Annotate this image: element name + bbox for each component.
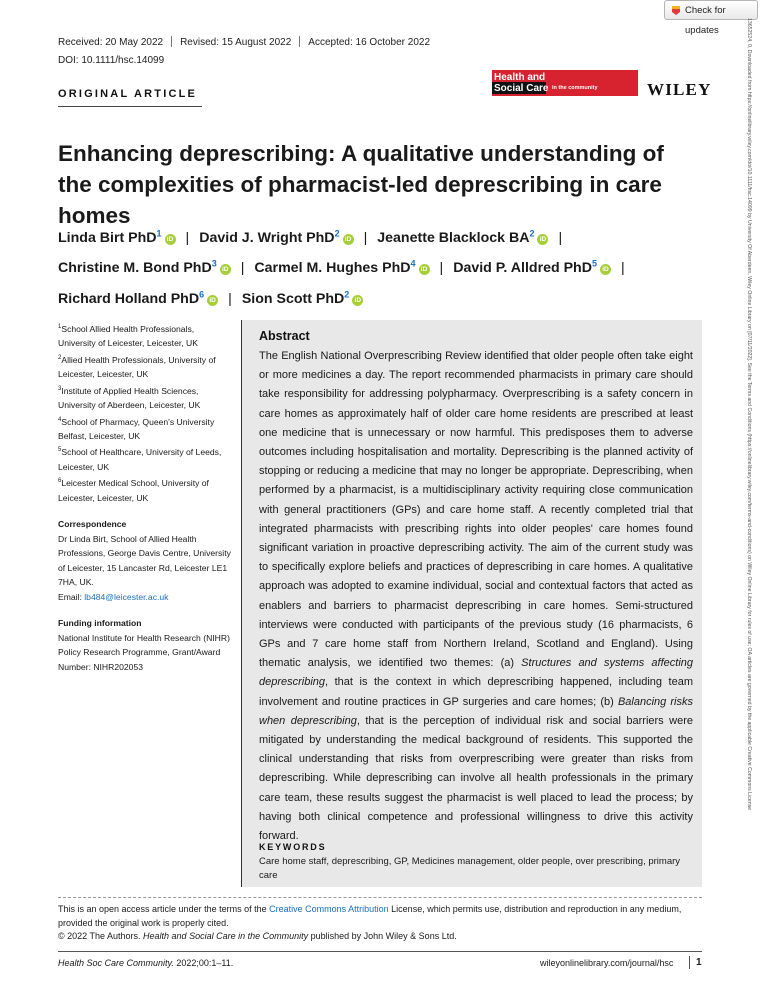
affiliations-column — [58, 320, 234, 674]
author-name[interactable] — [453, 260, 611, 276]
affiliation-text: School Allied Health Professionals, University of Leicester, Leicester, UK — [58, 323, 198, 349]
publisher-logo[interactable]: WILEY — [647, 80, 712, 99]
author-list — [58, 220, 708, 312]
journal-logo-line2: Social Care — [494, 83, 549, 94]
abstract-part1: The English National Overprescribing Review identified that older people often take eight or more medicines a day. The report recommended pharmacists in primary care should take responsibility for addressing polypharmacy. Overprescribing is a safety concern in care homes as approximately half of older care home residents are prescribed at least one medicine that is unnecessary or now harmful. This predisposes them to adverse outcomes including hospitalisation and mortality. Deprescribing is the planned activity of stopping or reducing a medicine that may no longer be appropriate. Deprescribing, when performed by a pharmacist, is a multidisciplinary activity requiring close communication with general practitioners (GPs) and care home staff. A recently completed trial that integrated pharmacists with prescribing rights into older peoples' care homes found significant variation in proactive deprescribing activity. The aim of the current study was to specifically explore beliefs and practices of deprescribing in care homes. A qualitative approach was adopted to examine individual, social and contextual factors that acted as enablers and barriers to pharmacist deprescribing in care homes. Semi-structured interviews were conducted with participants of the previous study (16 pharmacists, 6 GPs and 7 care home staff from Northern Ireland, Scotland and England). Using thematic analysis, we identified two themes: (a) — [259, 350, 693, 670]
journal-logo[interactable] — [492, 70, 638, 96]
correspondence-email — [58, 590, 234, 605]
affiliation-text: School of Healthcare, University of Leeds, Leicester, UK — [58, 447, 222, 472]
article-type-rule — [58, 106, 202, 107]
abstract-heading: Abstract — [259, 329, 310, 343]
footer-rule — [58, 951, 702, 952]
orcid-icon[interactable]: iD — [343, 234, 354, 245]
author-separator: | — [439, 260, 444, 277]
footer-url[interactable]: wileyonlinelibrary.com/journal/hsc — [540, 958, 674, 968]
footer-separator — [689, 956, 690, 969]
author-name-text: David P. Alldred PhD — [453, 260, 592, 277]
affiliation-item — [58, 474, 234, 505]
license-notice — [58, 903, 708, 944]
affiliation-text: Institute of Applied Health Sciences, University of Aberdeen, Leicester, UK — [58, 385, 201, 411]
article-dates — [58, 36, 430, 48]
journal-logo-line3: in the community — [552, 85, 598, 91]
keywords-text: Care home staff, deprescribing, GP, Medicines management, older people, over prescribing, primary care — [259, 856, 681, 881]
crossmark-icon — [671, 5, 681, 16]
orcid-icon[interactable]: iD — [352, 295, 363, 306]
abstract-theme1: Structures and systems affecting deprescribing — [259, 657, 694, 689]
affiliation-item — [58, 413, 234, 444]
author-name-text: Sion Scott PhD — [241, 291, 345, 308]
author-separator: | — [185, 229, 190, 246]
accepted-date: Accepted: 16 October 2022 — [308, 37, 431, 48]
author-name-text: David J. Wright PhD — [199, 229, 335, 246]
affiliation-number: 1 — [58, 324, 62, 330]
author-separator: | — [620, 260, 625, 277]
funding-text: National Institute for Health Research (NIHR) Policy Research Programme, Grant/Award Number: NIHR202053 — [58, 632, 230, 672]
received-date: Received: 20 May 2022 — [58, 37, 164, 48]
affiliation-number: 6 — [58, 478, 62, 485]
author-affiliation-number: 4 — [410, 258, 416, 269]
footer-citation — [58, 958, 233, 968]
article-type: ORIGINAL ARTICLE — [58, 88, 198, 100]
correspondence-heading: Correspondence — [58, 519, 127, 530]
affiliation-number: 5 — [58, 447, 62, 454]
author-name[interactable] — [254, 260, 429, 276]
copyright-text: published by John Wiley & Sons Ltd. — [308, 931, 457, 941]
email-link[interactable]: lb484@leicester.ac.uk — [84, 591, 169, 602]
affiliation-text: Leicester Medical School, University of Leicester, Leicester, UK — [58, 478, 209, 503]
copyright-text: © 2022 The Authors. — [58, 931, 144, 941]
author-name[interactable] — [199, 230, 353, 246]
author-affiliation-number: 6 — [199, 289, 205, 300]
cc-license-link[interactable]: Creative Commons Attribution — [269, 904, 389, 914]
funding-heading: Funding information — [58, 618, 142, 629]
author-separator: | — [228, 291, 232, 308]
article-title: Enhancing deprescribing: A qualitative understanding of the complexities of pharmacist-led deprescribing in care homes — [58, 141, 664, 228]
author-affiliation-number: 1 — [156, 228, 162, 238]
author-affiliation-number: 5 — [591, 258, 597, 269]
author-name[interactable] — [58, 230, 176, 246]
date-separator — [171, 36, 172, 47]
author-name-text: Richard Holland PhD — [58, 291, 200, 308]
affiliation-item — [58, 351, 234, 382]
orcid-icon[interactable]: iD — [600, 264, 611, 275]
author-separator: | — [363, 229, 368, 246]
author-name-text: Christine M. Bond PhD — [58, 260, 212, 277]
abstract-part3: , that is the perception of individual risk and social barriers were mitigated by understanding the medical background of residents. This supported the clinical understanding that risks from overprescribing were greater than risks from deprescribing. While deprescribing can involve all health professionals in the primary care team, these results suggest the pharmacist is well placed to lead the process; by having both clinical competence and professional willingness to drive this activity forward. — [259, 714, 694, 843]
side-download-notice: 13652524, 0, Downloaded from https://onlinelibrary.wiley.com/doi/10.1111/hsc.14099 by University Of Aberdeen, Wiley Online Library on [07/11/2022]. See the Terms and Conditions (https://onlinelibrary.wiley.com/terms-and-conditions) on Wiley Online Library for rules of use; OA articles are governed by the applicable Creative Commons License — [746, 18, 752, 811]
keywords-heading: KEYWORDS — [259, 842, 327, 852]
email-label: Email: — [58, 591, 85, 602]
author-name-text: Carmel M. Hughes PhD — [254, 260, 411, 277]
affiliation-number: 4 — [58, 416, 62, 423]
orcid-icon[interactable]: iD — [207, 295, 218, 306]
footer-citation-rest: 2022;00:1–11. — [173, 958, 234, 968]
author-name-text: Jeanette Blacklock BA — [377, 229, 530, 246]
journal-logo-line1: Health and — [494, 72, 546, 83]
license-line1 — [58, 903, 708, 930]
abstract-part2: , that is the context in which deprescribing happened, including team involvement and routine practices in GP surgeries and care homes; (b) — [259, 676, 693, 708]
revised-date: Revised: 15 August 2022 — [180, 37, 292, 48]
affiliation-text: Allied Health Professionals, University of Leicester, Leicester, UK — [58, 354, 216, 380]
author-name[interactable] — [377, 230, 548, 246]
check-for-updates-label: Check for updates — [685, 5, 726, 36]
abstract-text — [259, 347, 693, 846]
license-text: License, which permits use, distribution and reproduction in any medium, provided the original work is properly cited. — [58, 904, 682, 928]
orcid-icon[interactable]: iD — [537, 234, 548, 245]
footer-journal: Health Soc Care Community. — [58, 958, 174, 968]
license-rule — [58, 897, 702, 898]
orcid-icon[interactable]: iD — [165, 234, 176, 245]
author-name[interactable] — [58, 291, 218, 307]
page-number: 1 — [696, 957, 702, 968]
affiliation-text: School of Pharmacy, Queen's University Belfast, Leicester, UK — [58, 416, 215, 441]
affiliation-number: 2 — [58, 354, 62, 361]
author-separator: | — [240, 260, 245, 277]
date-separator — [299, 36, 300, 47]
check-for-updates-button[interactable] — [664, 0, 758, 36]
correspondence-text: Dr Linda Birt, School of Allied Health Professions, George Davis Centre, University of Leicester, 15 Lancaster Rd, Leicester LE1 7HA, UK. — [58, 533, 231, 588]
affiliation-item — [58, 382, 234, 413]
orcid-icon[interactable]: iD — [419, 264, 430, 275]
affiliation-number: 3 — [58, 385, 62, 392]
author-separator: | — [558, 229, 563, 246]
author-affiliation-number: 2 — [344, 289, 350, 300]
copyright-journal: Health and Social Care in the Community — [143, 931, 309, 941]
author-name-text: Linda Birt PhD — [58, 229, 157, 246]
license-text: This is an open access article under the terms of the — [58, 904, 270, 914]
author-affiliation-number: 3 — [211, 258, 217, 269]
author-affiliation-number: 2 — [334, 228, 340, 238]
abstract-theme2: Balancing risks when deprescribing — [259, 695, 693, 727]
affiliation-item — [58, 443, 234, 474]
affiliation-item — [58, 320, 234, 351]
author-name[interactable] — [58, 260, 231, 276]
license-line2 — [58, 930, 708, 944]
orcid-icon[interactable]: iD — [220, 264, 231, 275]
author-affiliation-number: 2 — [529, 228, 535, 238]
doi[interactable]: DOI: 10.1111/hsc.14099 — [58, 55, 165, 66]
author-name[interactable] — [242, 291, 363, 307]
affiliation-list — [58, 320, 234, 505]
